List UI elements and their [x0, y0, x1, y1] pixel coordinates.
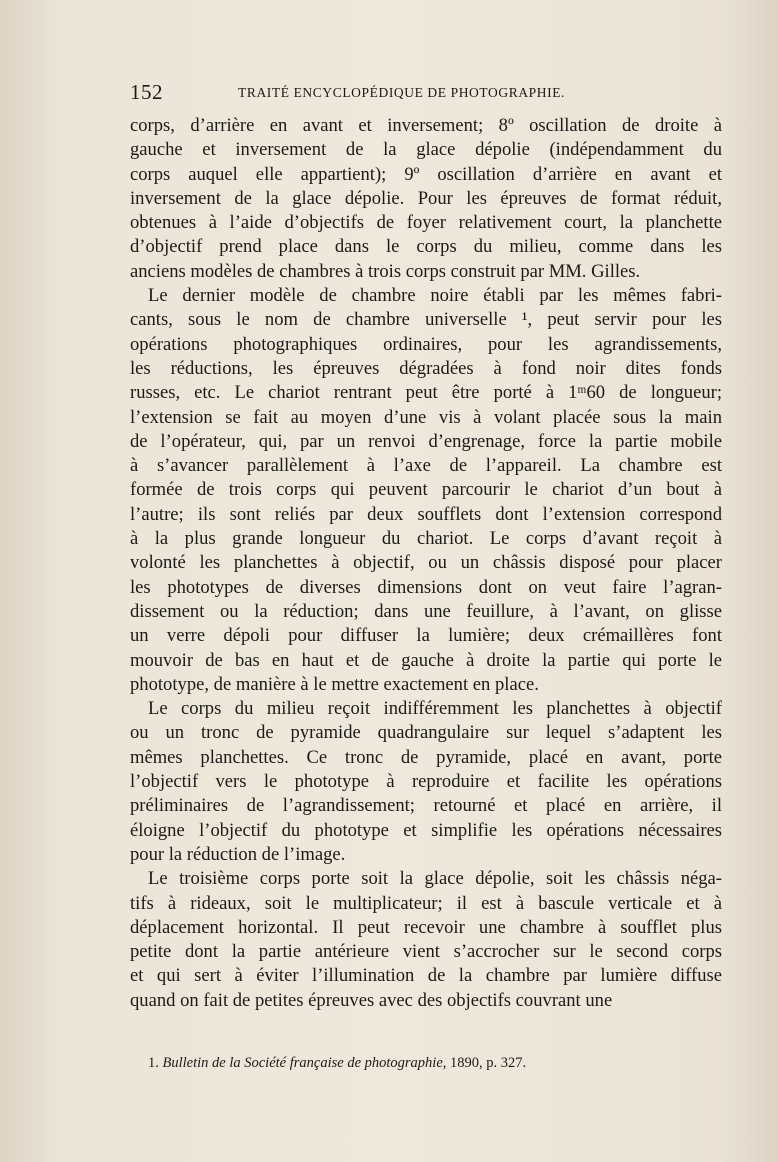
footnote — [148, 1052, 526, 1074]
text-line: russes, etc. Le chariot rentrant peut être porté à 1ᵐ60 de longueur; — [130, 382, 722, 404]
text-line: Le dernier modèle de chambre noire établi par les mêmes fabri- — [148, 285, 722, 307]
text-line: de l’opérateur, qui, par un renvoi d’engrenage, force la partie mobile — [130, 430, 722, 452]
text-line: dissement ou la réduction; dans une feuillure, à l’avant, on glisse — [130, 600, 722, 622]
text-line: quand on fait de petites épreuves avec des objectifs couvrant une — [130, 989, 613, 1011]
text-line: corps, d’arrière en avant et inversement; 8º oscillation de droite à — [130, 115, 722, 136]
text-line: gauche et inversement de la glace dépolie (indépendamment du — [130, 139, 722, 161]
text-line: corps auquel elle appartient); 9º oscillation d’arrière en avant et — [130, 163, 722, 185]
text-line: et qui sert à éviter l’illumination de la chambre par lumière diffuse — [130, 965, 722, 987]
text-line: Le troisième corps porte soit la glace dépolie, soit les châssis néga- — [148, 868, 722, 890]
text-line: l’extension se fait au moyen d’une vis à volant placée sous la main — [130, 406, 722, 428]
text-line: mêmes planchettes. Ce tronc de pyramide, placé en avant, porte — [130, 746, 722, 768]
text-line: obtenues à l’aide d’objectifs de foyer relativement court, la planchette — [130, 212, 722, 234]
text-line: Le corps du milieu reçoit indifféremment les planchettes à objectif — [148, 698, 722, 720]
text-line: l’objectif vers le phototype à reproduire et facilite les opérations — [130, 771, 722, 793]
footnote-reference: , 1890, p. 327. — [442, 1055, 527, 1071]
footnote-number: 1. — [148, 1055, 159, 1071]
text-line: déplacement horizontal. Il peut recevoir une chambre à soufflet plus — [130, 916, 722, 938]
text-line: petite dont la partie antérieure vient s’accrocher sur le second corps — [130, 941, 722, 963]
text-line: tifs à rideaux, soit le multiplicateur; il est à bascule verticale et à — [130, 892, 722, 914]
text-line: volonté les planchettes à objectif, ou un châssis disposé pour placer — [130, 552, 722, 574]
text-line: phototype, de manière à le mettre exactement en place. — [130, 673, 539, 695]
text-line: inversement de la glace dépolie. Pour les épreuves de format réduit, — [130, 187, 722, 209]
page-number: 152 — [130, 80, 163, 104]
text-line: mouvoir de bas en haut et de gauche à droite la partie qui porte le — [130, 649, 722, 671]
text-line: cants, sous le nom de chambre universelle ¹, peut servir pour les — [130, 309, 722, 331]
text-line: un verre dépoli pour diffuser la lumière; deux crémaillères font — [130, 625, 722, 647]
text-line: ou un tronc de pyramide quadrangulaire sur lequel s’adaptent les — [130, 722, 722, 744]
page-header — [130, 78, 720, 106]
text-line: les phototypes de diverses dimensions dont on veut faire l’agran- — [130, 576, 722, 598]
text-line: formée de trois corps qui peuvent parcourir le chariot d’un bout à — [130, 479, 722, 501]
text-line: à la plus grande longueur du chariot. Le corps d’avant reçoit à — [130, 528, 722, 550]
text-line: éloigne l’objectif du phototype et simplifie les opérations nécessaires — [130, 819, 722, 841]
text-line: préliminaires de l’agrandissement; retourné et placé en arrière, il — [130, 795, 722, 817]
footnote-title: Bulletin de la Société française de photographie — [162, 1055, 443, 1071]
text-line: l’autre; ils sont reliés par deux soufflets dont l’extension correspond — [130, 503, 722, 525]
text-line: à s’avancer parallèlement à l’axe de l’appareil. La chambre est — [130, 455, 722, 477]
text-line: opérations photographiques ordinaires, pour les agrandissements, — [130, 333, 722, 355]
text-line: les réductions, les épreuves dégradées à fond noir dites fonds — [130, 357, 722, 379]
text-line: d’objectif prend place dans le corps du milieu, comme dans les — [130, 236, 722, 258]
text-line: pour la réduction de l’image. — [130, 843, 346, 865]
body-text — [130, 114, 722, 1013]
text-line: anciens modèles de chambres à trois corps construit par MM. Gilles. — [130, 260, 641, 282]
running-title: TRAITÉ ENCYCLOPÉDIQUE DE PHOTOGRAPHIE. — [238, 85, 566, 100]
